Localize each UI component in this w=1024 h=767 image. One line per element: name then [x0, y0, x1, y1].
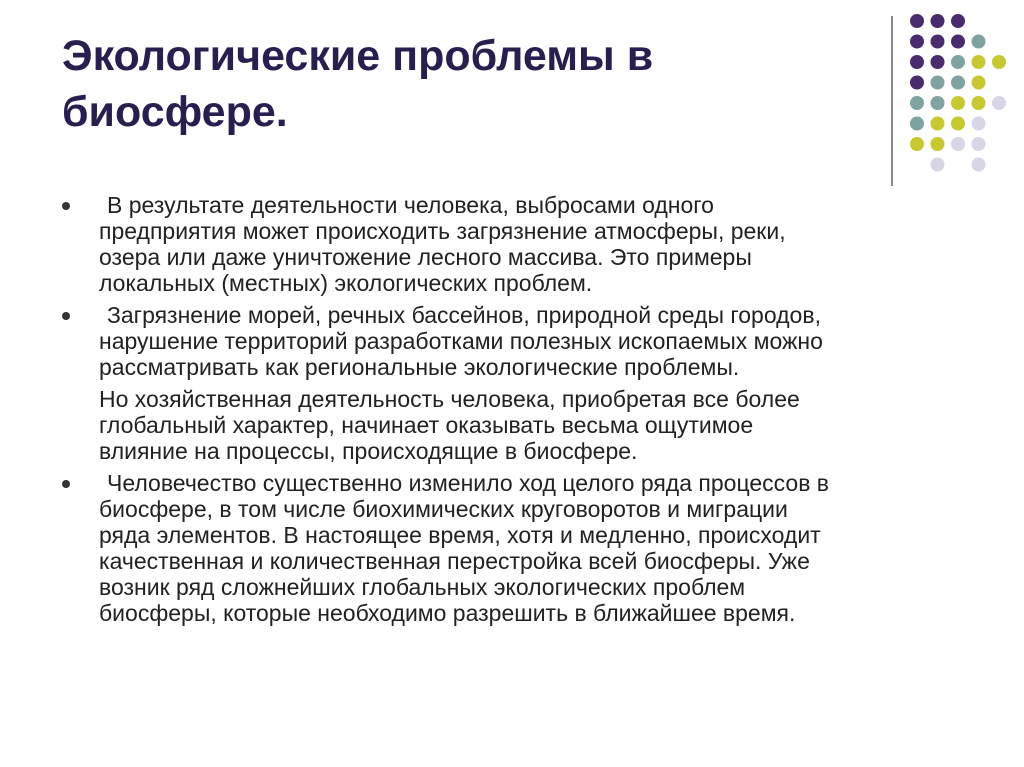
text-line: Человечество существенно изменило ход целого ряда процессов в	[107, 470, 830, 496]
text-line: качественная и количественная перестройка всей биосферы. Уже	[99, 548, 810, 574]
bullet-item-regional	[62, 302, 982, 380]
decorative-dot	[931, 55, 945, 69]
decorative-dot	[951, 55, 965, 69]
bullet-dot-icon	[62, 202, 70, 210]
text-line: биосферы, которые необходимо разрешить в ближайшее время.	[99, 600, 796, 626]
bullet-item-local	[62, 192, 982, 296]
decorative-dot	[972, 137, 986, 151]
decorative-dot	[951, 137, 965, 151]
decorative-dot	[910, 14, 924, 28]
slide-body	[62, 192, 982, 632]
text-line: предприятия может происходить загрязнение атмосферы, реки,	[99, 218, 786, 244]
decorative-dot	[972, 117, 986, 131]
decorative-dot	[931, 117, 945, 131]
text-line: влияние на процессы, происходящие в биосфере.	[99, 438, 638, 464]
text-line: возник ряд сложнейших глобальных экологических проблем	[99, 574, 746, 600]
text-line: нарушение территорий разработками полезных ископаемых можно	[99, 328, 823, 354]
text-line: рассматривать как региональные экологические проблемы.	[99, 354, 740, 380]
text-line: ряда элементов. В настоящее время, хотя и медленно, происходит	[99, 522, 821, 548]
bullet-item-global	[62, 470, 982, 626]
vertical-divider	[891, 16, 893, 186]
paragraph-global-character	[62, 386, 982, 464]
slide-title-line-1: Экологические проблемы в	[62, 32, 654, 80]
decorative-dot	[972, 35, 986, 49]
decorative-dot	[972, 96, 986, 110]
decorative-dot	[951, 35, 965, 49]
decorative-dot	[992, 55, 1006, 69]
text-line: биосфере, в том числе биохимических круговоротов и миграции	[99, 496, 788, 522]
decorative-dot	[972, 76, 986, 90]
decorative-dot	[931, 76, 945, 90]
paragraph-regional-problems	[99, 302, 982, 380]
decorative-dot	[931, 137, 945, 151]
decorative-dot	[910, 137, 924, 151]
decorative-dot	[951, 76, 965, 90]
paragraph-global-problems	[99, 470, 982, 626]
decorative-dot	[951, 117, 965, 131]
decorative-dot	[910, 35, 924, 49]
slide-title	[62, 28, 842, 140]
paragraph-local-problems	[99, 192, 982, 296]
bullet-dot-icon	[62, 480, 70, 488]
text-line: Но хозяйственная деятельность человека, приобретая все более	[99, 386, 800, 412]
decorative-dot	[972, 55, 986, 69]
decorative-dot	[910, 76, 924, 90]
text-line: В результате деятельности человека, выбросами одного	[107, 192, 714, 218]
decorative-dot	[931, 35, 945, 49]
decorative-dot	[972, 158, 986, 172]
decorative-dot	[931, 14, 945, 28]
text-line: Загрязнение морей, речных бассейнов, природной среды городов,	[107, 302, 821, 328]
decorative-dot	[931, 158, 945, 172]
decorative-dot	[931, 96, 945, 110]
text-line: локальных (местных) экологических проблем.	[99, 270, 593, 296]
decorative-dot	[910, 96, 924, 110]
bullet-dot-icon	[62, 312, 70, 320]
text-line: глобальный характер, начинает оказывать весьма ощутимое	[99, 412, 754, 438]
decorative-dot	[992, 96, 1006, 110]
text-line: озера или даже уничтожение лесного массива. Это примеры	[99, 244, 752, 270]
decorative-dot	[910, 55, 924, 69]
decorative-dot	[910, 117, 924, 131]
slide-title-line-2: биосфере.	[62, 88, 288, 136]
decorative-dot	[951, 96, 965, 110]
decorative-dot	[951, 14, 965, 28]
